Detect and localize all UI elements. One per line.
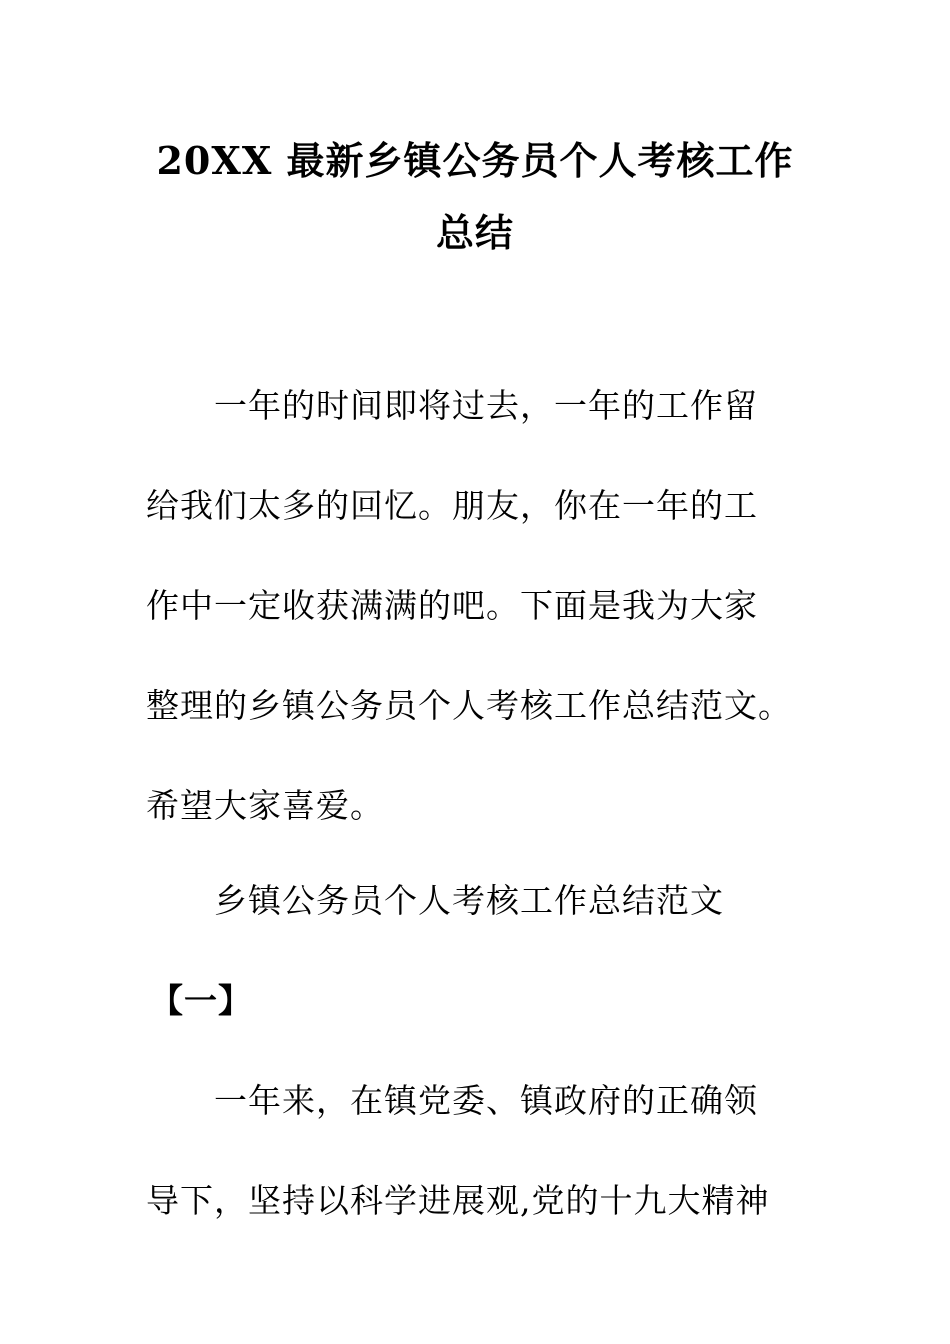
paragraph-line: 给我们太多的回忆。朋友，你在一年的工: [146, 486, 758, 525]
paragraph-line: 一年来，在镇党委、镇政府的正确领: [214, 1081, 758, 1120]
paragraph-line: 作中一定收获满满的吧。下面是我为大家: [146, 586, 758, 625]
paragraph-line: 整理的乡镇公务员个人考核工作总结范文。: [146, 686, 792, 725]
paragraph-line: 希望大家喜爱。: [146, 786, 384, 825]
paragraph-line: 一年的时间即将过去，一年的工作留: [214, 386, 758, 425]
section-number: 【一】: [150, 981, 252, 1020]
paragraph-line: 导下，坚持以科学进展观,党的十九大精神: [146, 1181, 770, 1220]
document-title-line-2: 总结: [435, 210, 514, 255]
document-title-line-1: 20XX 最新乡镇公务员个人考核工作: [156, 138, 794, 183]
section-heading: 乡镇公务员个人考核工作总结范文: [214, 881, 724, 920]
